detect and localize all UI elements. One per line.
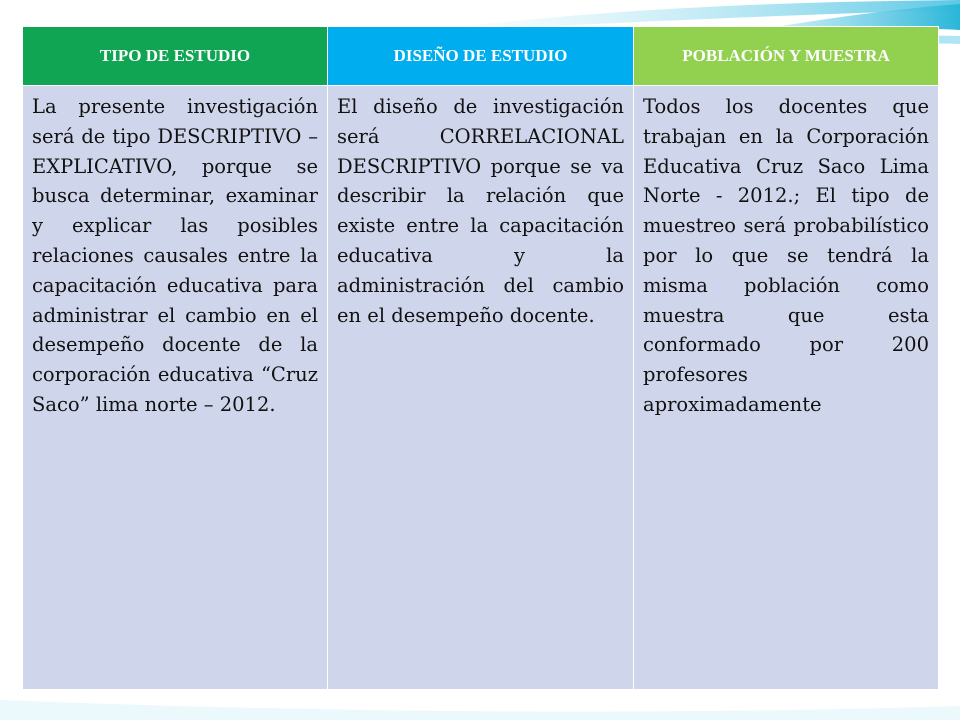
cell-poblacion-y-muestra: Todos los docentes que trabajan en la Corporación Educativa Cruz Saco Lima Norte - 2012.; El tipo de muestreo será probabilístico por lo que se tendrá la misma población como muestra que esta conformado por 200 profesores aproximadamente: [634, 86, 939, 690]
header-tipo-de-estudio: TIPO DE ESTUDIO: [23, 27, 328, 86]
table-row: [23, 86, 939, 690]
cell-diseno-de-estudio: El diseño de investigación será CORRELACIONAL DESCRIPTIVO porque se va describir la relación que existe entre la capacitación educativa y la administración del cambio en el desempeño docente.: [328, 86, 634, 690]
header-poblacion-y-muestra: POBLACIÓN Y MUESTRA: [634, 27, 939, 86]
study-design-table: [22, 26, 939, 690]
header-diseno-de-estudio: DISEÑO DE ESTUDIO: [328, 27, 634, 86]
cell-tipo-de-estudio: La presente investigación será de tipo DESCRIPTIVO – EXPLICATIVO, porque se busca determinar, examinar y explicar las posibles relaciones causales entre la capacitación educativa para administrar el cambio en el desempeño docente de la corporación educativa “Cruz Saco” lima norte – 2012.: [23, 86, 328, 690]
table-header-row: [23, 27, 939, 86]
